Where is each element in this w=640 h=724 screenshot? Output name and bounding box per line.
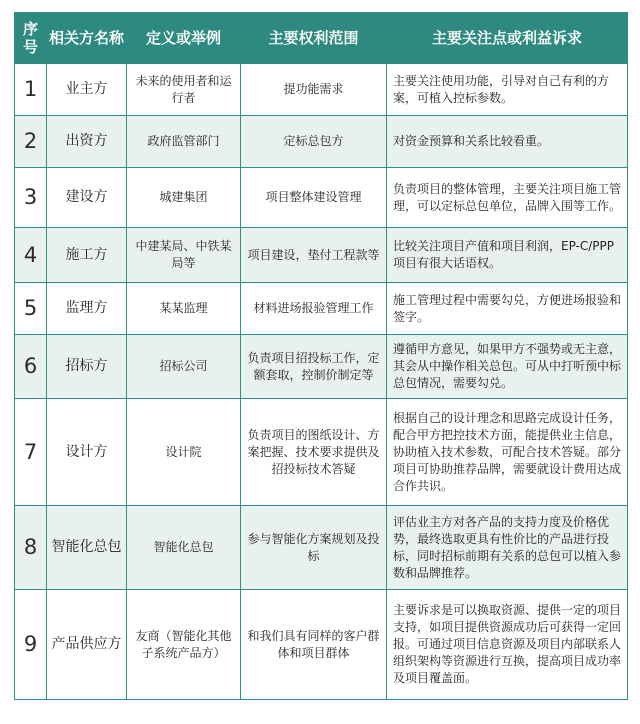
cell-concerns: 比较关注项目产值和项目利润，EP-C/PPP项目有很大话语权。	[387, 228, 628, 283]
cell-rights: 定标总包方	[241, 116, 387, 168]
cell-seq: 1	[15, 64, 47, 116]
cell-concerns: 主要关注使用功能，引导对自己有利的方案，可植入控标参数。	[387, 64, 628, 116]
table-row	[15, 506, 628, 590]
table-row	[15, 335, 628, 399]
header-definition: 定义或举例	[127, 13, 241, 64]
cell-party: 建设方	[47, 168, 127, 228]
cell-concerns: 负责项目的整体管理，主要关注项目施工管理，可以定标总包单位，品牌入围等工作。	[387, 168, 628, 228]
cell-seq: 5	[15, 283, 47, 335]
cell-seq: 2	[15, 116, 47, 168]
cell-rights: 参与智能化方案规划及投标	[241, 506, 387, 590]
cell-party: 智能化总包	[47, 506, 127, 590]
cell-definition: 设计院	[127, 399, 241, 506]
cell-rights: 项目整体建设管理	[241, 168, 387, 228]
stakeholder-table-container	[14, 12, 627, 700]
cell-rights: 材料进场报验管理工作	[241, 283, 387, 335]
cell-definition: 政府监管部门	[127, 116, 241, 168]
cell-seq: 8	[15, 506, 47, 590]
table-row	[15, 590, 628, 700]
cell-party: 监理方	[47, 283, 127, 335]
table-header-row	[15, 13, 628, 64]
cell-concerns: 施工管理过程中需要勾兑，方便进场报验和签字。	[387, 283, 628, 335]
cell-rights: 和我们具有同样的客户群体和项目群体	[241, 590, 387, 700]
cell-concerns: 评估业主方对各产品的支持力度及价格优势，最终选取更具有性价比的产品进行投标，同时招标前期有关系的总包可以植入参数和品牌推荐。	[387, 506, 628, 590]
table-row	[15, 283, 628, 335]
cell-party: 施工方	[47, 228, 127, 283]
cell-seq: 7	[15, 399, 47, 506]
table-row	[15, 399, 628, 506]
cell-rights: 项目建设，垫付工程款等	[241, 228, 387, 283]
table-row	[15, 168, 628, 228]
cell-definition: 城建集团	[127, 168, 241, 228]
cell-seq: 3	[15, 168, 47, 228]
cell-concerns: 遵循甲方意见，如果甲方不强势或无主意，其会从中操作相关总包。可从中打听预中标总包情况，需要勾兑。	[387, 335, 628, 399]
header-party: 相关方名称	[47, 13, 127, 64]
stakeholder-table	[14, 12, 628, 700]
table-row	[15, 116, 628, 168]
table-row	[15, 228, 628, 283]
cell-party: 出资方	[47, 116, 127, 168]
cell-party: 设计方	[47, 399, 127, 506]
cell-rights: 负责项目招投标工作，定额套取，控制价制定等	[241, 335, 387, 399]
table-row	[15, 64, 628, 116]
header-seq: 序号	[15, 13, 47, 64]
cell-party: 产品供应方	[47, 590, 127, 700]
cell-rights: 提功能需求	[241, 64, 387, 116]
cell-seq: 6	[15, 335, 47, 399]
cell-definition: 未来的使用者和运行者	[127, 64, 241, 116]
cell-seq: 9	[15, 590, 47, 700]
cell-concerns: 对资金预算和关系比较看重。	[387, 116, 628, 168]
cell-party: 业主方	[47, 64, 127, 116]
cell-party: 招标方	[47, 335, 127, 399]
header-rights: 主要权利范围	[241, 13, 387, 64]
cell-seq: 4	[15, 228, 47, 283]
cell-concerns: 根据自己的设计理念和思路完成设计任务，配合甲方把控技术方面，能提供业主信息，协助植入技术参数，可配合技术答疑。部分项目可协助推荐品牌，需要就设计费用达成合作共识。	[387, 399, 628, 506]
cell-definition: 某某监理	[127, 283, 241, 335]
cell-definition: 智能化总包	[127, 506, 241, 590]
cell-rights: 负责项目的图纸设计、方案把握、技术要求提供及招投标技术答疑	[241, 399, 387, 506]
cell-definition: 友商（智能化其他子系统产品方）	[127, 590, 241, 700]
cell-definition: 中建某局、中铁某局等	[127, 228, 241, 283]
header-concerns: 主要关注点或利益诉求	[387, 13, 628, 64]
cell-concerns: 主要诉求是可以换取资源、提供一定的项目支持，如项目提供资源成功后可获得一定回报。可通过项目信息资源及项目内部联系人组织架构等资源进行互换，提高项目成功率及项目覆盖面。	[387, 590, 628, 700]
cell-definition: 招标公司	[127, 335, 241, 399]
